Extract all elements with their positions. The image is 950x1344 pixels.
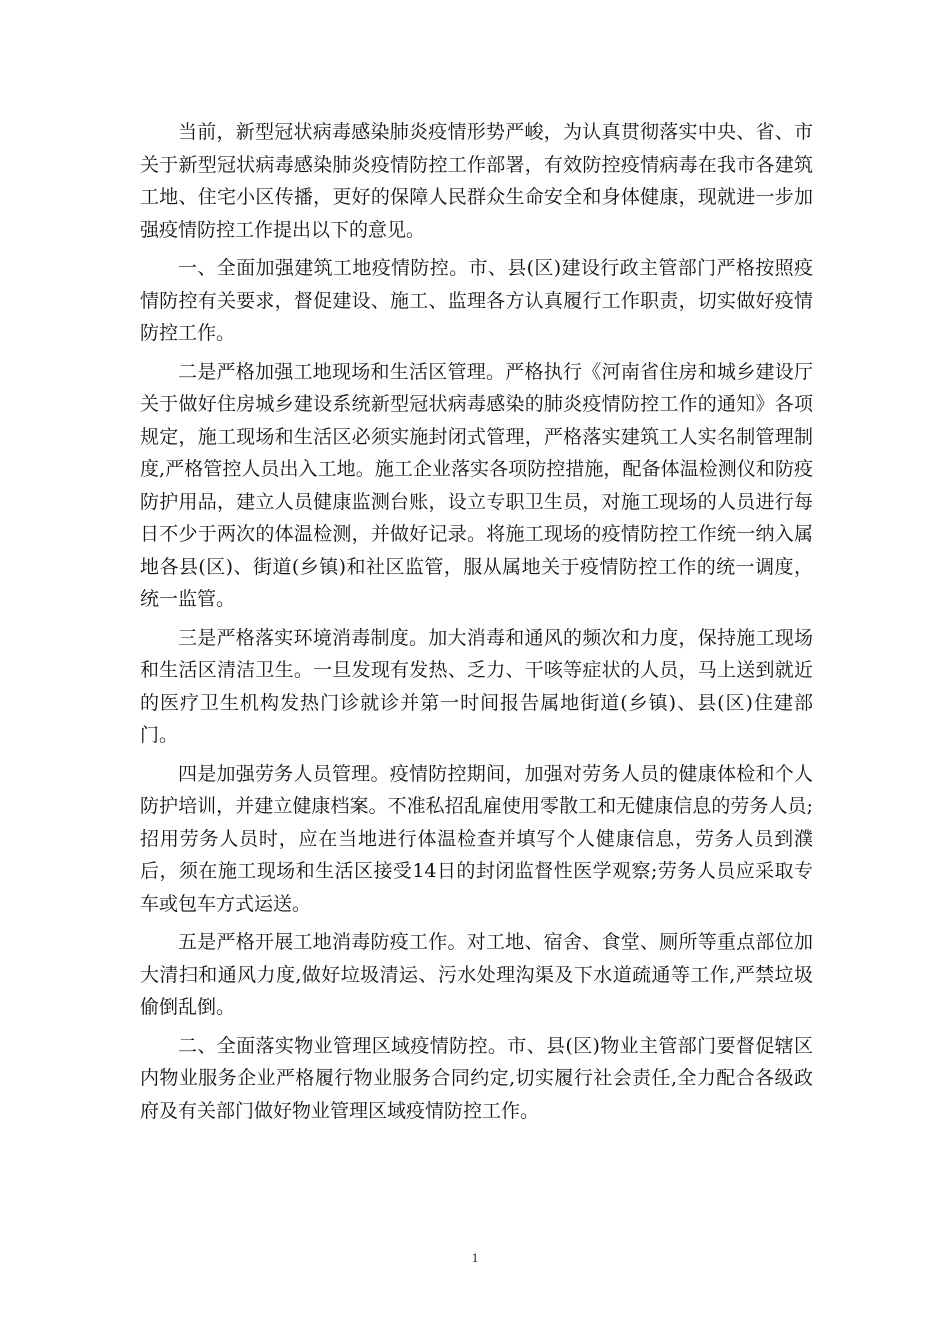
paragraph-labor-management: 四是加强劳务人员管理。疫情防控期间，加强对劳务人员的健康体检和个人防护培训，并建立健康档案。不准私招乱雇使用零散工和无健康信息的劳务人员;招用劳务人员时，应在当地进行体温检查并填写个人健康信息，劳务人员到濮后，须在施工现场和生活区接受14日的封闭监督性医学观察;劳务人员应采取专车或包车方式运送。	[140, 762, 813, 915]
page-number: 1	[471, 1250, 479, 1265]
paragraph-construction-site-control: 一、全面加强建筑工地疫情防控。市、县(区)建设行政主管部门严格按照疫情防控有关要求，督促建设、施工、监理各方认真履行工作职责，切实做好疫情防控工作。	[140, 257, 813, 344]
document-body	[140, 116, 813, 1133]
paragraph-site-epidemic-prevention: 五是严格开展工地消毒防疫工作。对工地、宿舍、食堂、厕所等重点部位加大清扫和通风力度,做好垃圾清运、污水处理沟渠及下水道疏通等工作,严禁垃圾偷倒乱倒。	[140, 931, 813, 1018]
paragraph-disinfection-system: 三是严格落实环境消毒制度。加大消毒和通风的频次和力度，保持施工现场和生活区清洁卫生。一旦发现有发热、乏力、干咳等症状的人员，马上送到就近的医疗卫生机构发热门诊就诊并第一时间报告属地街道(乡镇)、县(区)住建部门。	[140, 626, 813, 746]
paragraph-property-management-control: 二、全面落实物业管理区域疫情防控。市、县(区)物业主管部门要督促辖区内物业服务企业严格履行物业服务合同约定,切实履行社会责任,全力配合各级政府及有关部门做好物业管理区域疫情防控工作。	[140, 1034, 813, 1122]
paragraph-site-living-area-management: 二是严格加强工地现场和生活区管理。严格执行《河南省住房和城乡建设厅关于做好住房城乡建设系统新型冠状病毒感染的肺炎疫情防控工作的通知》各项规定，施工现场和生活区必须实施封闭式管理，严格落实建筑工人实名制管理制度,严格管控人员出入工地。施工企业落实各项防控措施，配备体温检测仪和防疫防护用品，建立人员健康监测台账，设立专职卫生员，对施工现场的人员进行每日不少于两次的体温检测，并做好记录。将施工现场的疫情防控工作统一纳入属地各县(区)、街道(乡镇)和社区监管，服从属地关于疫情防控工作的统一调度，统一监管。	[140, 360, 813, 610]
paragraph-intro: 当前，新型冠状病毒感染肺炎疫情形势严峻，为认真贯彻落实中央、省、市关于新型冠状病毒感染肺炎疫情防控工作部署，有效防控疫情病毒在我市各建筑工地、住宅小区传播，更好的保障人民群众生命安全和身体健康，现就进一步加强疫情防控工作提出以下的意见。	[140, 121, 813, 241]
